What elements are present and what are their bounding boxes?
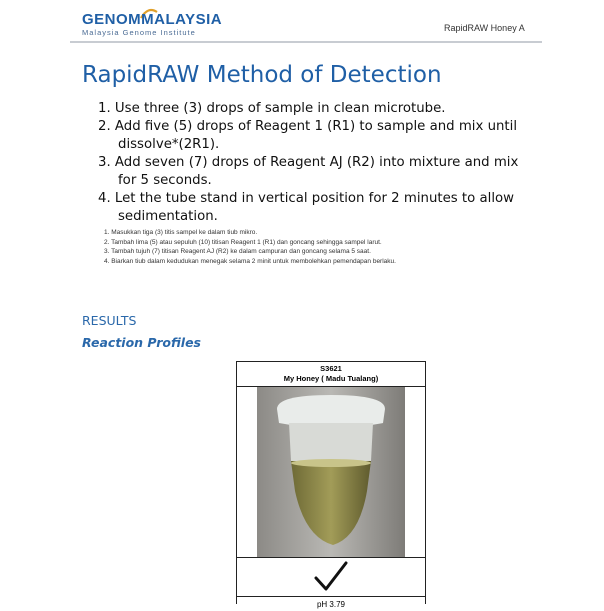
sample-tube-photo — [237, 387, 425, 558]
malay-step-item: 4. Biarkan tiub dalam kedudukan menegak selama 2 minit untuk membolehkan pemendapan berlaku. — [104, 257, 396, 265]
sample-code: S3621 — [320, 364, 342, 373]
logo-subtitle: Malaysia Genome Institute — [82, 28, 196, 37]
malay-step-item: 2. Tambah lima (5) atau sepuluh (10) titisan Reagent 1 (R1) dan goncang sehingga sampel larut. — [104, 238, 382, 246]
tube-image — [237, 387, 425, 557]
step-item: 1. Use three (3) drops of sample in clean microtube. — [98, 101, 446, 116]
step-item: 3. Add seven (7) drops of Reagent AJ (R2) into mixture and mix for 5 seconds. — [98, 155, 519, 188]
steps-malay-list — [104, 228, 534, 266]
reaction-profiles-heading: Reaction Profiles — [82, 335, 201, 350]
step-item: 4. Let the tube stand in vertical position for 2 minutes to allow sedimentation. — [98, 191, 515, 224]
malay-step-item: 3. Tambah tujuh (7) titisan Reagent AJ (R2) ke dalam campuran dan goncang selama 5 saat. — [104, 248, 371, 255]
steps-list — [98, 100, 538, 226]
checkmark-icon — [311, 560, 351, 594]
sample-name: My Honey ( Madu Tualang) — [283, 374, 379, 383]
document-header-title: RapidRAW Honey A — [444, 23, 525, 33]
header-rule — [70, 41, 542, 43]
sample-header — [237, 362, 425, 387]
result-check-cell — [237, 558, 425, 597]
logo — [82, 12, 222, 37]
step-item: 2. Add five (5) drops of Reagent 1 (R1) to sample and mix until dissolve*(2R1). — [98, 119, 518, 152]
page-title: RapidRAW Method of Detection — [82, 62, 442, 88]
results-heading: RESULTS — [82, 313, 137, 328]
ph-value: pH 3.79 — [316, 600, 346, 609]
logo-text: GENOMMALAYSIA — [82, 11, 223, 28]
reaction-profile-table — [236, 361, 426, 609]
malay-step-item: 1. Masukkan tiga (3) titis sampel ke dalam tiub mikro. — [104, 229, 258, 236]
